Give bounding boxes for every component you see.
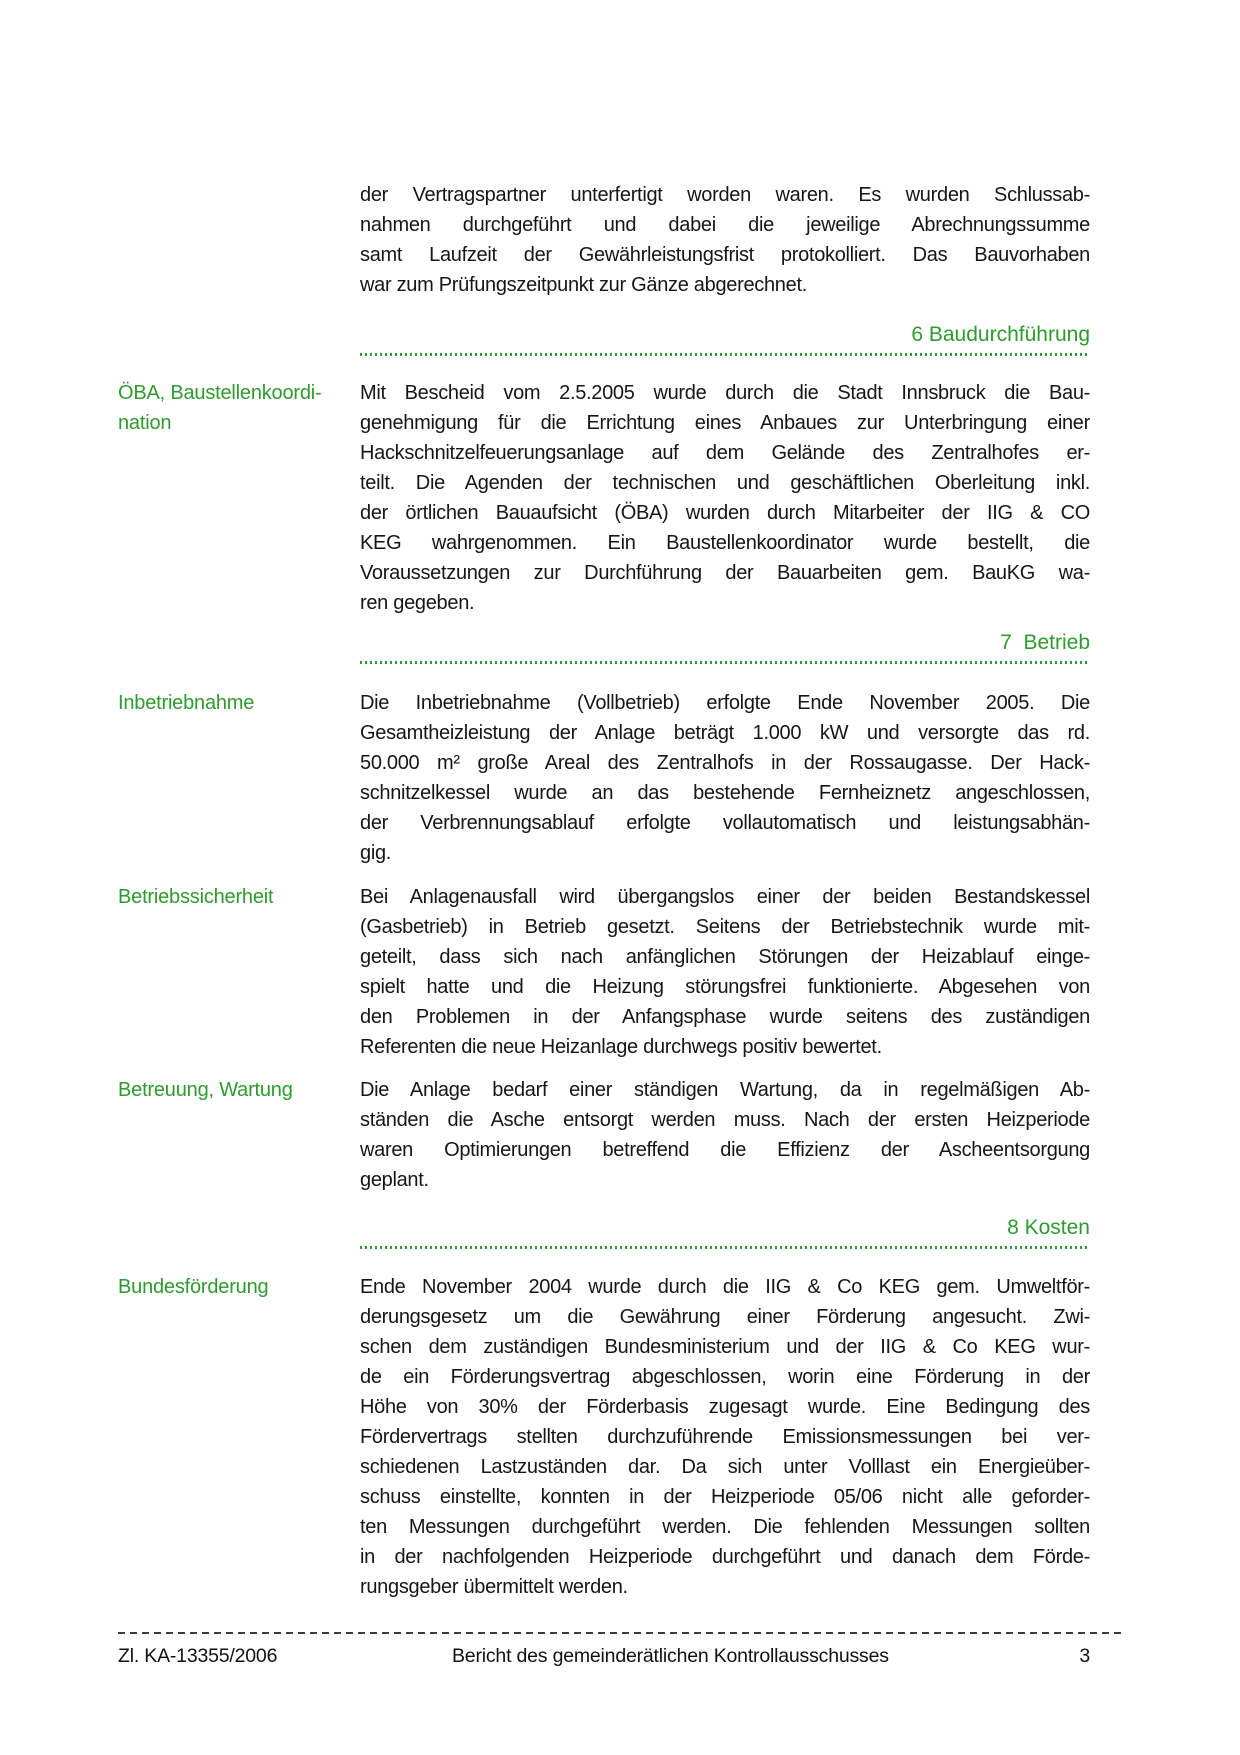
text-line: KEG wahrgenommen. Ein Baustellenkoordinator wurde bestellt, die	[360, 532, 1090, 554]
section-heading-row	[118, 1212, 1240, 1249]
text-line: Die Anlage bedarf einer ständigen Wartung, da in regelmäßigen Ab-	[360, 1079, 1090, 1101]
text-line: Referenten die neue Heizanlage durchwegs positiv bewertet.	[360, 1036, 882, 1058]
heading-betrieb-label: 7 Betrieb	[1000, 631, 1090, 654]
text-line: de ein Förderungsvertrag abgeschlossen, worin eine Förderung in der	[360, 1366, 1090, 1388]
text-line: gig.	[360, 842, 392, 864]
text-line: geplant.	[360, 1169, 429, 1191]
footer-page-number: 3	[1079, 1645, 1090, 1667]
text-line: geteilt, dass sich nach anfänglichen Störungen der Heizablauf einge-	[360, 946, 1090, 968]
heading-betrieb	[360, 627, 1090, 664]
margin-label-oeba	[118, 378, 360, 438]
footer-dashed-rule	[118, 1632, 1122, 1634]
paragraph-intro	[360, 180, 1090, 300]
text-line: Inbetriebnahme	[118, 692, 255, 714]
heading-dotted-rule	[360, 353, 1090, 356]
text-line: Voraussetzungen zur Durchführung der Bauarbeiten gem. BauKG wa-	[360, 562, 1090, 584]
section-heading-row	[118, 319, 1240, 356]
text-line: ständen die Asche entsorgt werden muss. Nach der ersten Heizperiode	[360, 1109, 1090, 1131]
text-line: Betriebssicherheit	[118, 886, 274, 908]
text-line: Bei Anlagenausfall wird übergangslos einer der beiden Bestandskessel	[360, 886, 1090, 908]
text-line: rungsgeber übermittelt werden.	[360, 1576, 628, 1598]
text-line: genehmigung für die Errichtung eines Anbaues zur Unterbringung einer	[360, 412, 1090, 434]
text-line: Gesamtheizleistung der Anlage beträgt 1.000 kW und versorgte das rd.	[360, 722, 1090, 744]
heading-kosten	[360, 1212, 1090, 1249]
text-line: war zum Prüfungszeitpunkt zur Gänze abgerechnet.	[360, 274, 807, 296]
margin-label-bundesfoerderung	[118, 1272, 360, 1302]
text-line: Mit Bescheid vom 2.5.2005 wurde durch die Stadt Innsbruck die Bau-	[360, 382, 1090, 404]
text-line: schuss einstellte, konnten in der Heizperiode 05/06 nicht alle geforder-	[360, 1486, 1090, 1508]
footer-reference-number: Zl. KA-13355/2006	[118, 1645, 278, 1667]
paragraph-oeba	[360, 378, 1090, 618]
text-line: (Gasbetrieb) in Betrieb gesetzt. Seitens der Betriebstechnik wurde mit-	[360, 916, 1090, 938]
heading-kosten-label: 8 Kosten	[1007, 1216, 1090, 1239]
footer-text-row	[118, 1643, 1122, 1669]
text-line: Betreuung, Wartung	[118, 1079, 293, 1101]
paragraph-betreuung-wartung	[360, 1075, 1090, 1195]
text-line: ten Messungen durchgeführt werden. Die fehlenden Messungen sollten	[360, 1516, 1090, 1538]
text-line: Die Inbetriebnahme (Vollbetrieb) erfolgte Ende November 2005. Die	[360, 692, 1090, 714]
text-line: teilt. Die Agenden der technischen und geschäftlichen Oberleitung inkl.	[360, 472, 1090, 494]
footer-report-title: Bericht des gemeinderätlichen Kontrollausschusses	[452, 1645, 889, 1667]
text-line: der Vertragspartner unterfertigt worden waren. Es wurden Schlussab-	[360, 184, 1090, 206]
text-line: 50.000 m² große Areal des Zentralhofs in der Rossaugasse. Der Hack-	[360, 752, 1090, 774]
text-line: waren Optimierungen betreffend die Effizienz der Ascheentsorgung	[360, 1139, 1090, 1161]
margin-label-betriebssicherheit	[118, 882, 360, 912]
section-inbetriebnahme	[118, 688, 1240, 868]
section-heading-row	[118, 627, 1240, 664]
text-line: nahmen durchgeführt und dabei die jeweilige Abrechnungssumme	[360, 214, 1090, 236]
text-line: Hackschnitzelfeuerungsanlage auf dem Gelände des Zentralhofes er-	[360, 442, 1090, 464]
section-betreuung-wartung	[118, 1075, 1240, 1195]
text-line: den Problemen in der Anfangsphase wurde seitens des zuständigen	[360, 1006, 1090, 1028]
text-line: der örtlichen Bauaufsicht (ÖBA) wurden durch Mitarbeiter der IIG & CO	[360, 502, 1090, 524]
heading-baudurchfuehrung	[360, 319, 1090, 356]
text-line: ren gegeben.	[360, 592, 475, 614]
text-line: schiedenen Lastzuständen dar. Da sich unter Volllast ein Energieüber-	[360, 1456, 1090, 1478]
text-line: spielt hatte und die Heizung störungsfrei funktionierte. Abgesehen von	[360, 976, 1090, 998]
heading-dotted-rule	[360, 1246, 1090, 1249]
margin-label-betreuung-wartung	[118, 1075, 360, 1105]
text-line: samt Laufzeit der Gewährleistungsfrist protokolliert. Das Bauvorhaben	[360, 244, 1090, 266]
paragraph-bundesfoerderung	[360, 1272, 1090, 1602]
section-oeba	[118, 378, 1240, 618]
text-line: ÖBA, Baustellenkoordi-	[118, 382, 322, 404]
text-line: Fördervertrags stellten durchzuführende Emissionsmessungen bei ver-	[360, 1426, 1090, 1448]
text-line: Höhe von 30% der Förderbasis zugesagt wurde. Eine Bedingung des	[360, 1396, 1090, 1418]
section-bundesfoerderung	[118, 1272, 1240, 1602]
text-line: schnitzelkessel wurde an das bestehende Fernheiznetz angeschlossen,	[360, 782, 1090, 804]
paragraph-inbetriebnahme	[360, 688, 1090, 868]
section-betriebssicherheit	[118, 882, 1240, 1062]
page-footer	[118, 1632, 1122, 1669]
heading-dotted-rule	[360, 661, 1090, 664]
margin-label-inbetriebnahme	[118, 688, 360, 718]
paragraph-betriebssicherheit	[360, 882, 1090, 1062]
text-line: Ende November 2004 wurde durch die IIG & Co KEG gem. Umweltför-	[360, 1276, 1090, 1298]
text-line: nation	[118, 412, 172, 434]
text-line: der Verbrennungsablauf erfolgte vollautomatisch und leistungsabhän-	[360, 812, 1090, 834]
text-line: derungsgesetz um die Gewährung einer Förderung angesucht. Zwi-	[360, 1306, 1090, 1328]
heading-baudurchfuehrung-label: 6 Baudurchführung	[911, 323, 1090, 346]
text-line: schen dem zuständigen Bundesministerium und der IIG & Co KEG wur-	[360, 1336, 1090, 1358]
section-abnahme-continued	[118, 180, 1240, 300]
text-line: Bundesförderung	[118, 1276, 269, 1298]
text-line: in der nachfolgenden Heizperiode durchgeführt und danach dem Förde-	[360, 1546, 1090, 1568]
